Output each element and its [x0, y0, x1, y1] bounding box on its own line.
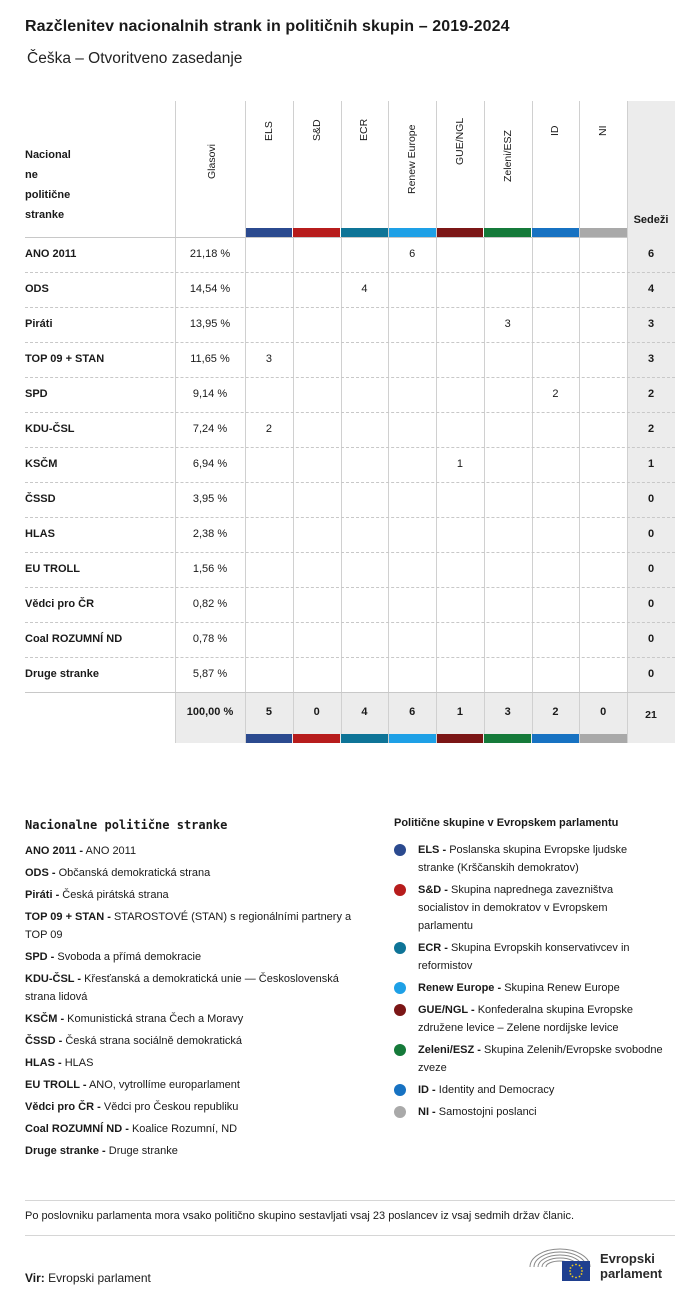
party-seats: 3 [647, 353, 655, 365]
party-name: EU TROLL [25, 563, 80, 575]
group-legend-full: Skupina naprednega zavezništva socialistov in demokratov v Evropskem parlamentu [418, 884, 614, 932]
party-legend-item [25, 948, 370, 966]
group-legend-item [394, 881, 664, 935]
group-legend-item [394, 979, 664, 997]
group-color-bar-top [437, 228, 484, 237]
group-color-bar-top [532, 228, 579, 237]
group-seat-count: 3 [265, 353, 272, 365]
group-color-bar-bottom [484, 734, 531, 743]
group-legend-full: Skupina Evropskih konservativcev in reformistov [418, 942, 630, 972]
row-divider [25, 552, 675, 553]
party-name: KSČM [25, 458, 58, 470]
group-header-0: ELS [262, 121, 275, 142]
group-legend-item [394, 939, 664, 975]
group-column-divider [341, 101, 342, 743]
group-column-divider [579, 101, 580, 743]
party-name: Druge stranke [25, 668, 99, 680]
group-color-dot-icon [394, 884, 406, 896]
party-name: ODS [25, 283, 49, 295]
group-legend-item [394, 1041, 664, 1077]
party-legend [25, 842, 370, 1164]
group-color-bar-bottom [437, 734, 484, 743]
row-divider [25, 587, 675, 588]
group-legend-item [394, 1081, 664, 1099]
party-votes: 14,54 % [189, 283, 231, 295]
group-seat-count: 2 [265, 423, 272, 435]
group-legend-abbr: Zeleni/ESZ - [418, 1044, 481, 1056]
group-total-seats: 6 [409, 706, 416, 718]
party-name: ANO 2011 [25, 248, 77, 260]
group-legend-full: Identity and Democracy [438, 1084, 555, 1096]
group-color-bar-top [580, 228, 627, 237]
party-name: HLAS [25, 528, 55, 540]
party-legend-full: Svoboda a přímá demokracie [57, 951, 202, 963]
group-legend-abbr: NI - [418, 1106, 436, 1118]
note-divider-top [25, 1200, 675, 1201]
group-legend-abbr: Renew Europe - [418, 982, 502, 994]
group-color-dot-icon [394, 1106, 406, 1118]
group-legend-item [394, 841, 664, 877]
group-header-7: NI [597, 125, 610, 136]
party-legend-title: Nacionalne politične stranke [25, 818, 228, 832]
group-total-seats: 1 [456, 706, 463, 718]
party-legend-full: ANO 2011 [85, 845, 137, 857]
party-seats: 2 [647, 388, 655, 400]
party-legend-item [25, 886, 370, 904]
party-legend-abbr: SPD - [25, 951, 55, 963]
row-divider [25, 377, 675, 378]
group-color-bar-top [389, 228, 436, 237]
party-name: KDU-ČSL [25, 423, 75, 435]
party-seats: 6 [647, 248, 655, 260]
footnote: Po poslovniku parlamenta mora vsako politično skupino sestavljati vsaj 23 poslancev iz vsaj sedmih držav članic. [25, 1210, 575, 1222]
party-legend-full: HLAS [64, 1057, 94, 1069]
party-name: TOP 09 + STAN [25, 353, 105, 365]
group-header-3: Renew Europe [406, 124, 419, 194]
group-seat-count: 2 [552, 388, 559, 400]
group-legend-full: Skupina Zelenih/Evropske svobodne zveze [418, 1044, 663, 1074]
group-legend-full: Samostojni poslanci [438, 1106, 537, 1118]
group-legend-abbr: GUE/NGL - [418, 1004, 475, 1016]
party-legend-full: Vědci pro Českou republiku [103, 1101, 239, 1113]
group-legend-item [394, 1001, 664, 1037]
party-seats: 0 [647, 668, 655, 680]
group-seat-count: 1 [456, 458, 463, 470]
party-name: ČSSD [25, 493, 56, 505]
logo-text: Evropski parlament [600, 1251, 663, 1281]
group-legend-full: Konfederalna skupina Evropske združene levice – Zelene nordijske levice [418, 1004, 634, 1034]
group-color-bar-top [293, 228, 340, 237]
party-legend-abbr: EU TROLL - [25, 1079, 87, 1091]
party-legend-abbr: Coal ROZUMNÍ ND - [25, 1123, 129, 1135]
group-column-divider [245, 101, 246, 743]
group-column-divider [293, 101, 294, 743]
party-votes: 9,14 % [192, 388, 228, 400]
party-legend-abbr: Vědci pro ČR - [25, 1101, 101, 1113]
group-legend-abbr: ECR - [418, 942, 448, 954]
party-seats: 2 [647, 423, 655, 435]
group-legend-abbr: ID - [418, 1084, 436, 1096]
party-seats: 4 [647, 283, 655, 295]
seats-column-background [627, 101, 675, 743]
group-header-2: ECR [358, 119, 371, 142]
group-total-seats: 4 [361, 706, 368, 718]
party-legend-full: STAROSTOVÉ (STAN) s regionálními partnery a TOP 09 [25, 911, 352, 941]
party-legend-item [25, 1032, 370, 1050]
party-name: Coal ROZUMNÍ ND [25, 633, 123, 645]
page-subtitle: Češka – Otvoritveno zasedanje [27, 50, 243, 67]
party-seats: 0 [647, 563, 655, 575]
results-table [25, 101, 675, 743]
source [25, 1271, 151, 1285]
party-votes: 13,95 % [189, 318, 231, 330]
group-column-divider [388, 101, 389, 743]
group-color-bar-top [484, 228, 531, 237]
group-seat-count: 4 [361, 283, 368, 295]
party-legend-abbr: Piráti - [25, 889, 60, 901]
party-legend-item [25, 842, 370, 860]
row-divider [25, 447, 675, 448]
group-color-dot-icon [394, 1004, 406, 1016]
group-legend-abbr: S&D - [418, 884, 448, 896]
row-divider [25, 342, 675, 343]
party-votes: 21,18 % [189, 248, 231, 260]
party-seats: 0 [647, 633, 655, 645]
party-legend-abbr: HLAS - [25, 1057, 62, 1069]
source-label: Vir: [25, 1271, 45, 1285]
party-legend-full: Komunistická strana Čech a Moravy [67, 1013, 244, 1025]
party-legend-abbr: TOP 09 + STAN - [25, 911, 111, 923]
party-legend-full: Druge stranke [108, 1145, 178, 1157]
group-seat-count: 6 [409, 248, 416, 260]
group-total-seats: 5 [265, 706, 272, 718]
party-legend-full: Občanská demokratická strana [58, 867, 211, 879]
row-divider [25, 622, 675, 623]
group-legend-item [394, 1103, 664, 1121]
party-legend-abbr: KSČM - [25, 1013, 65, 1025]
party-legend-item [25, 864, 370, 882]
group-color-bar-top [246, 228, 293, 237]
row-divider [25, 482, 675, 483]
party-legend-item [25, 1010, 370, 1028]
party-votes: 0,82 % [192, 598, 228, 610]
group-legend-title: Politične skupine v Evropskem parlamentu [394, 817, 619, 829]
group-legend [394, 841, 664, 1125]
group-total-seats: 2 [552, 706, 559, 718]
party-seats: 0 [647, 598, 655, 610]
group-color-dot-icon [394, 982, 406, 994]
group-header-5: Zeleni/ESZ [501, 130, 514, 182]
group-color-bar-bottom [246, 734, 293, 743]
party-name: Vědci pro ČR [25, 598, 95, 610]
group-total-seats: 0 [313, 706, 320, 718]
source-value: Evropski parlament [48, 1271, 151, 1285]
party-legend-abbr: KDU-ČSL - [25, 973, 82, 985]
party-votes: 0,78 % [192, 633, 228, 645]
party-legend-abbr: Druge stranke - [25, 1145, 106, 1157]
party-legend-abbr: ANO 2011 - [25, 845, 84, 857]
group-color-bar-bottom [532, 734, 579, 743]
party-legend-full: Česká strana sociálně demokratická [65, 1035, 243, 1047]
party-legend-item [25, 1054, 370, 1072]
party-legend-full: Křesťanská a demokratická unie — Československá strana lidová [25, 973, 339, 1003]
total-seats: 21 [645, 709, 657, 721]
group-color-dot-icon [394, 1044, 406, 1056]
note-divider-bottom [25, 1235, 675, 1236]
group-total-seats: 0 [600, 706, 607, 718]
group-color-dot-icon [394, 844, 406, 856]
total-votes: 100,00 % [186, 706, 234, 718]
party-seats: 3 [647, 318, 655, 330]
group-column-divider [532, 101, 533, 743]
party-votes: 3,95 % [192, 493, 228, 505]
header-divider [25, 237, 627, 238]
group-column-divider [484, 101, 485, 743]
party-legend-full: Česká pirátská strana [62, 889, 169, 901]
group-legend-full: Skupina Renew Europe [504, 982, 620, 994]
group-header-4: GUE/NGL [453, 117, 466, 165]
party-name: Piráti [25, 318, 53, 330]
party-seats: 0 [647, 528, 655, 540]
group-seat-count: 3 [504, 318, 511, 330]
party-legend-item [25, 908, 370, 944]
row-divider [25, 657, 675, 658]
group-color-bar-bottom [389, 734, 436, 743]
row-divider [25, 307, 675, 308]
party-legend-abbr: ČSSD - [25, 1035, 63, 1047]
group-column-divider [627, 101, 628, 743]
party-name: SPD [25, 388, 48, 400]
party-votes: 5,87 % [192, 668, 228, 680]
row-divider [25, 412, 675, 413]
party-legend-item [25, 1142, 370, 1160]
votes-column-divider [175, 101, 176, 743]
party-legend-full: Koalice Rozumní, ND [131, 1123, 238, 1135]
party-seats: 1 [647, 458, 655, 470]
page-title: Razčlenitev nacionalnih strank in političnih skupin – 2019-2024 [25, 18, 510, 35]
party-votes: 1,56 % [192, 563, 228, 575]
party-votes: 11,65 % [190, 353, 230, 365]
party-legend-abbr: ODS - [25, 867, 56, 879]
party-legend-full: ANO, vytrollíme europarlament [88, 1079, 240, 1091]
group-color-bar-top [341, 228, 388, 237]
party-legend-item [25, 970, 370, 1006]
group-color-dot-icon [394, 1084, 406, 1096]
party-legend-item [25, 1098, 370, 1116]
party-seats: 0 [647, 493, 655, 505]
group-legend-full: Poslanska skupina Evropske ljudske stranke (Krščanskih demokratov) [418, 844, 628, 874]
party-votes: 7,24 % [192, 423, 228, 435]
group-color-bar-bottom [341, 734, 388, 743]
votes-column-header: Glasovi [206, 143, 218, 179]
totals-divider [25, 692, 675, 693]
party-legend-item [25, 1120, 370, 1138]
party-legend-item [25, 1076, 370, 1094]
group-column-divider [436, 101, 437, 743]
party-votes: 2,38 % [192, 528, 228, 540]
group-color-bar-bottom [580, 734, 627, 743]
row-divider [25, 517, 675, 518]
party-votes: 6,94 % [192, 458, 228, 470]
group-total-seats: 3 [504, 706, 511, 718]
group-header-1: S&D [310, 119, 323, 142]
seats-column-header: Sedeži [633, 214, 669, 226]
party-column-header: Nacional ne politične stranke [25, 149, 71, 221]
group-legend-abbr: ELS - [418, 844, 447, 856]
group-header-6: ID [549, 125, 562, 136]
group-color-bar-bottom [293, 734, 340, 743]
group-color-dot-icon [394, 942, 406, 954]
row-divider [25, 272, 675, 273]
